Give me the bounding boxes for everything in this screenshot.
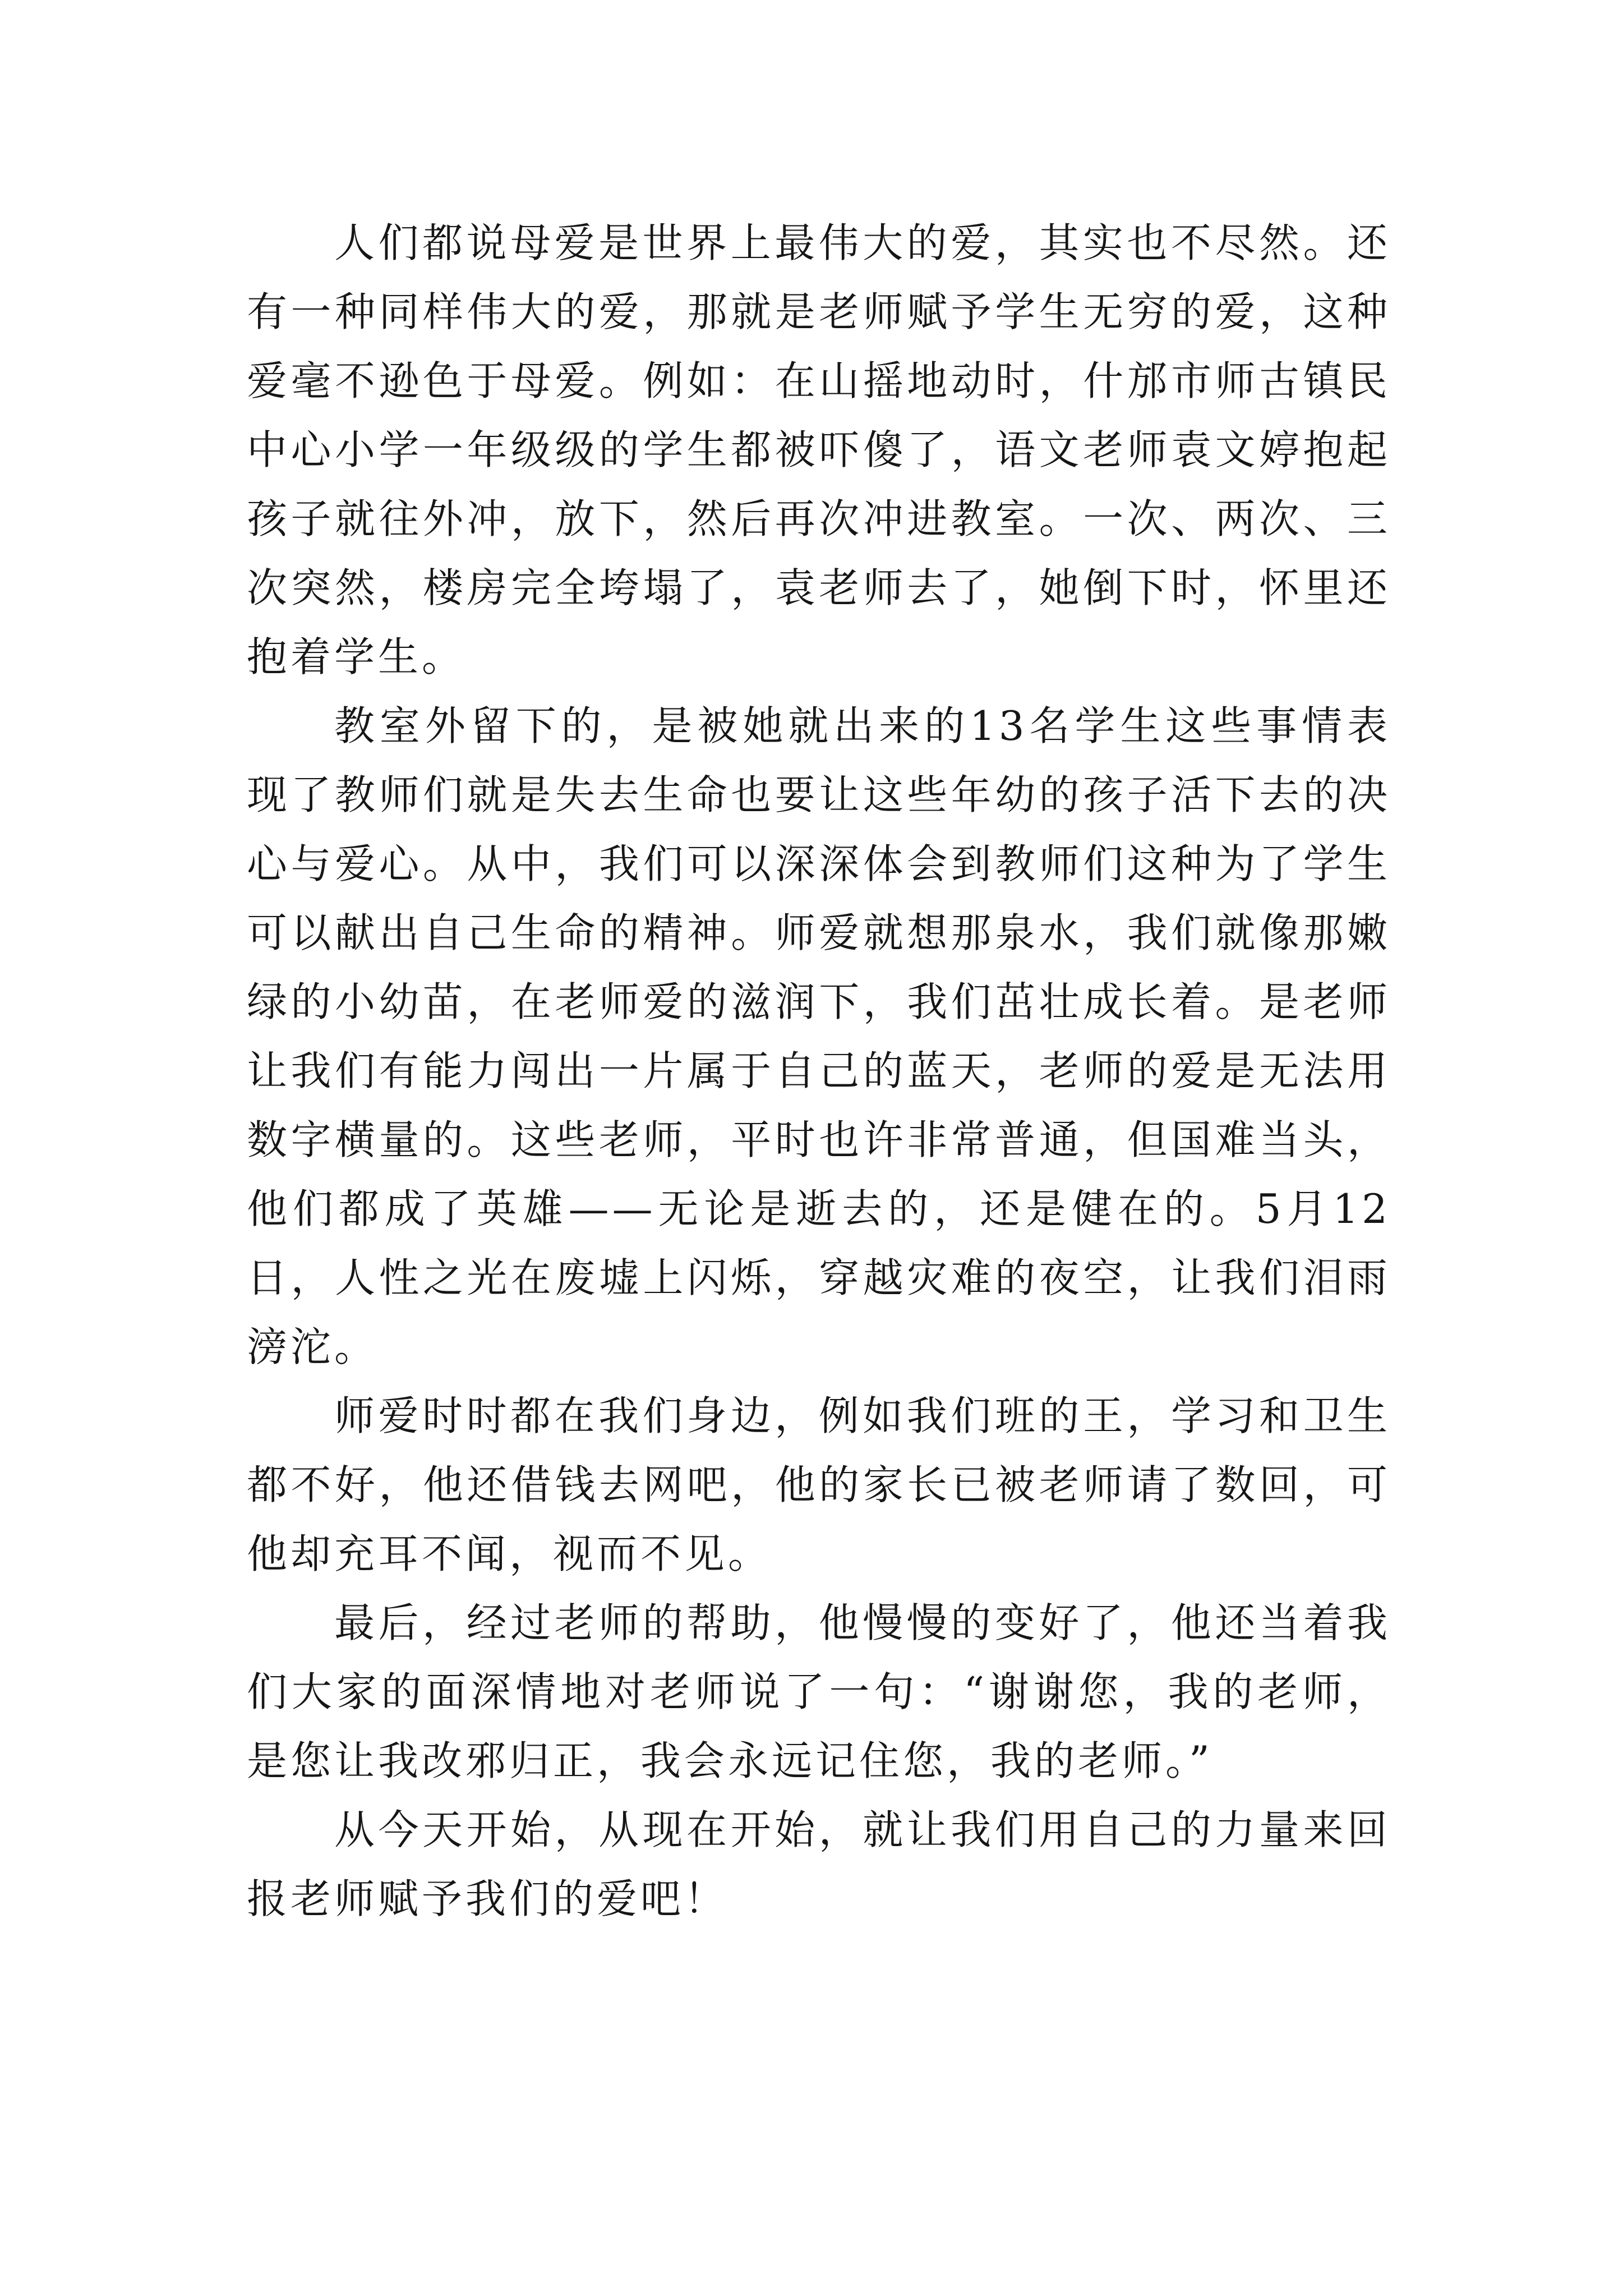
paragraph-5: 从今天开始，从现在开始，就让我们用自己的力量来回报老师赋予我们的爱吧！ (247, 1806, 1391, 1922)
paragraph-2: 教室外留下的，是被她就出来的13名学生这些事情表现了教师们就是失去生命也要让这些年幼的孩子活下去的决心与爱心。从中，我们可以深深体会到教师们这种为了学生可以献出自己生命的精神。师爱就想那泉水，我们就像那嫩绿的小幼苗，在老师爱的滋润下，我们茁壮成长着。是老师让我们有能力闯出一片属于自己的蓝天，老师的爱是无法用数字横量的。这些老师，平时也许非常普通，但国难当头，他们都成了英雄——无论是逝去的，还是健在的。5月12日，人性之光在废墟上闪烁，穿越灾难的夜空，让我们泪雨滂沱。 (247, 702, 1391, 1370)
document-body (247, 209, 1391, 1934)
paragraph-1: 人们都说母爱是世界上最伟大的爱，其实也不尽然。还有一种同样伟大的爱，那就是老师赋予学生无穷的爱，这种爱毫不逊色于母爱。例如：在山摇地动时，什邡市师古镇民中心小学一年级级的学生都被吓傻了，语文老师袁文婷抱起孩子就往外冲，放下，然后再次冲进教室。一次、两次、三次突然，楼房完全垮塌了，袁老师去了，她倒下时，怀里还抱着学生。 (247, 219, 1391, 680)
paragraph-3: 师爱时时都在我们身边，例如我们班的王，学习和卫生都不好，他还借钱去网吧，他的家长已被老师请了数回，可他却充耳不闻，视而不见。 (247, 1392, 1391, 1577)
paragraph-4: 最后，经过老师的帮助，他慢慢的变好了，他还当着我们大家的面深情地对老师说了一句：“谢谢您，我的老师，是您让我改邪归正，我会永远记住您，我的老师。” (247, 1599, 1391, 1784)
